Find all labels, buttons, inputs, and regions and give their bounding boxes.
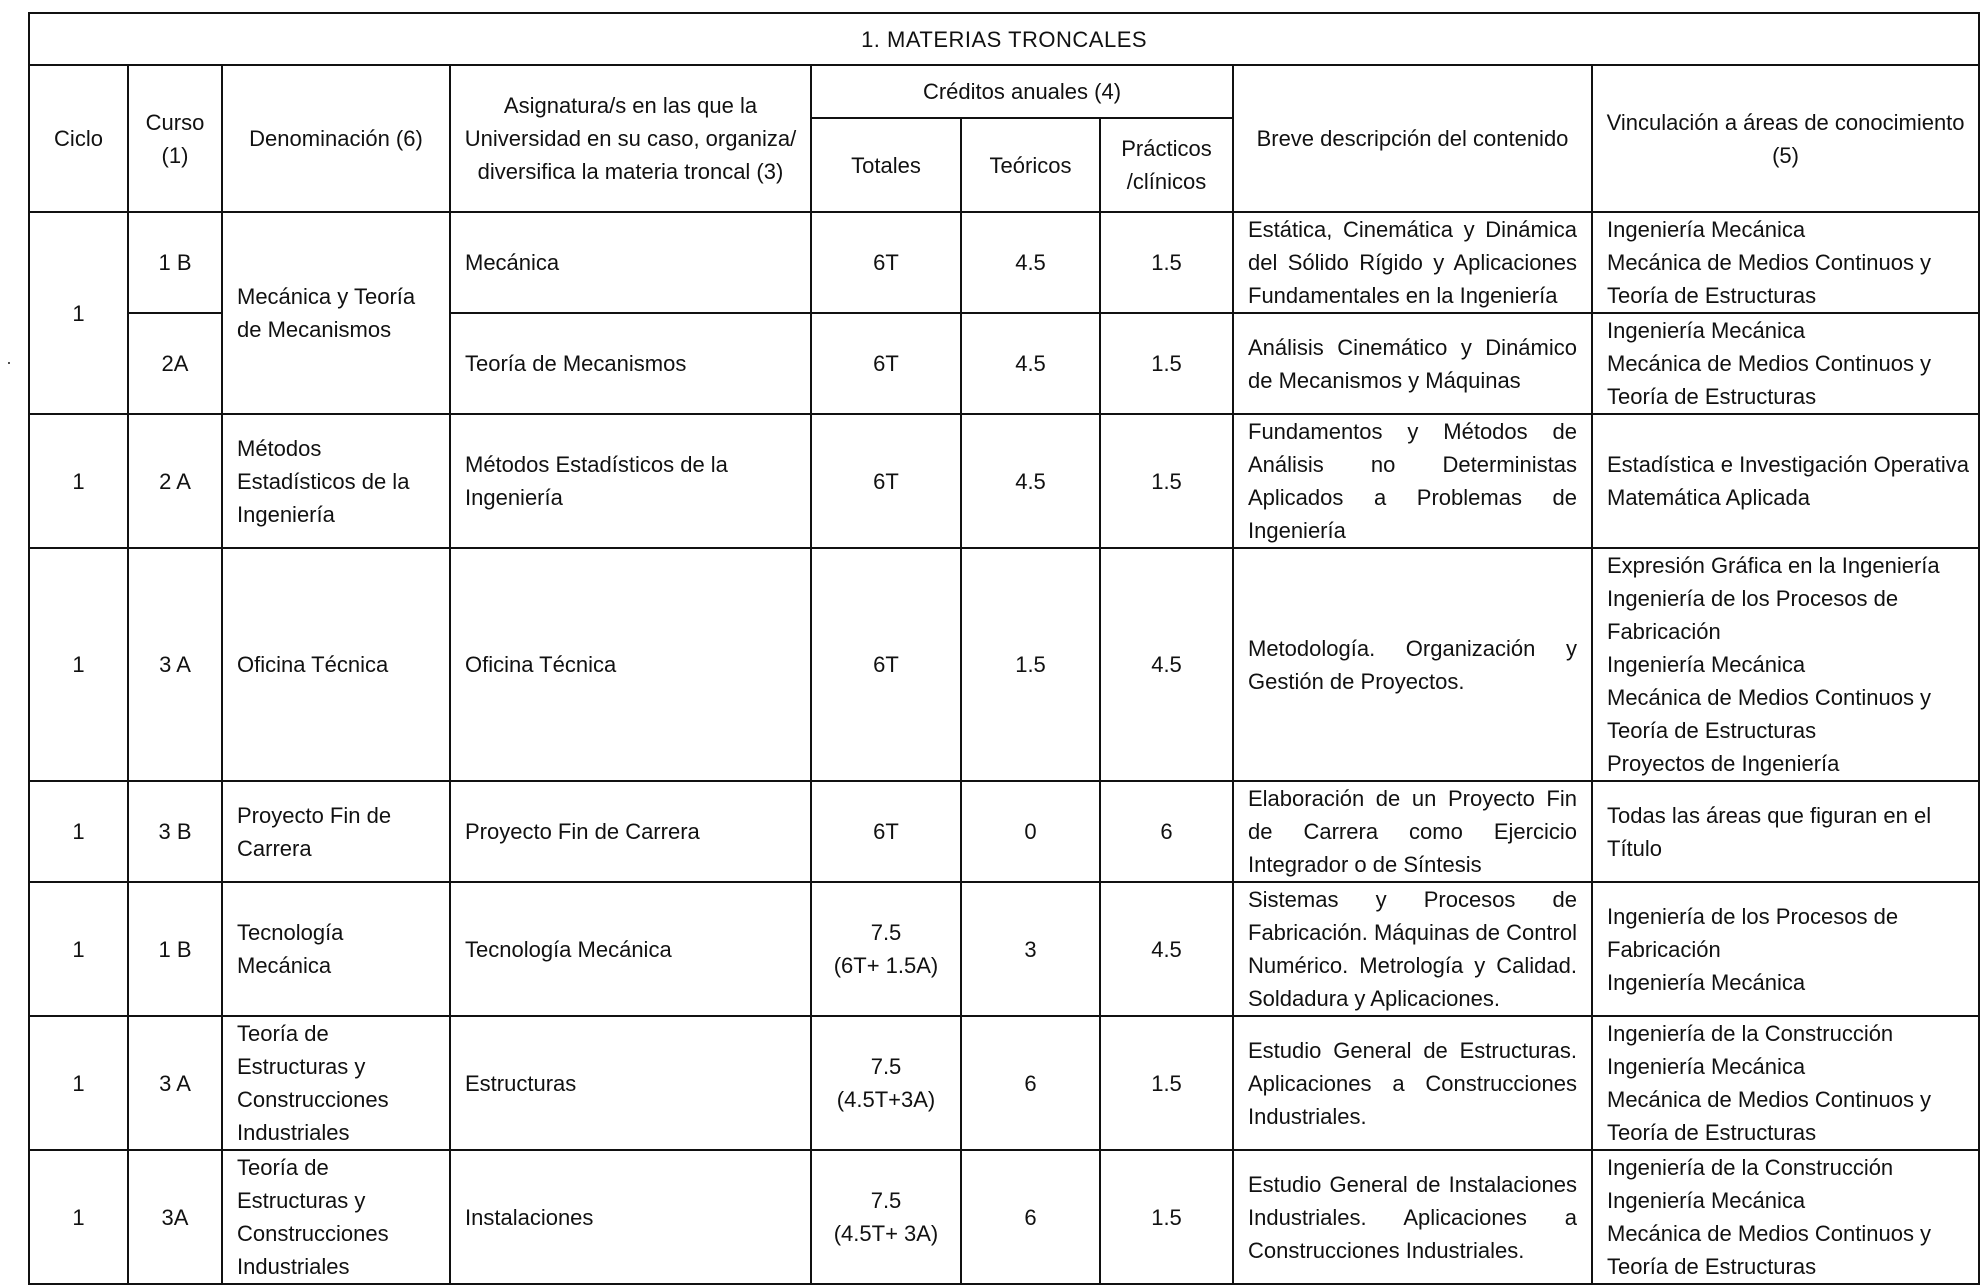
denominacion-cell: Tecnología Mecánica [222, 882, 450, 1016]
practicos-cell: 1.5 [1100, 414, 1233, 548]
teoricos-cell: 1.5 [961, 548, 1100, 781]
ciclo-cell: 1 [29, 1016, 128, 1150]
table-row [29, 1150, 1979, 1284]
curso-cell: 2A [128, 313, 222, 414]
teoricos-cell: 6 [961, 1150, 1100, 1284]
asignatura-cell: Oficina Técnica [450, 548, 811, 781]
header-creditos: Créditos anuales (4) [811, 65, 1233, 118]
practicos-cell: 1.5 [1100, 1150, 1233, 1284]
header-practicos: Prácticos /clínicos [1100, 118, 1233, 212]
denominacion-cell: Teoría de Estructuras y Construcciones Industriales [222, 1016, 450, 1150]
practicos-cell: 1.5 [1100, 313, 1233, 414]
table-row [29, 882, 1979, 1016]
curso-cell: 3 A [128, 548, 222, 781]
descripcion-cell: Metodología. Organización y Gestión de Proyectos. [1233, 548, 1592, 781]
denominacion-cell: Teoría de Estructuras y Construcciones Industriales [222, 1150, 450, 1284]
descripcion-cell: Estudio General de Estructuras. Aplicaciones a Construcciones Industriales. [1233, 1016, 1592, 1150]
vinculacion-cell: Ingeniería Mecánica Mecánica de Medios Continuos y Teoría de Estructuras [1592, 212, 1979, 313]
descripcion-cell: Estudio General de Instalaciones Industriales. Aplicaciones a Construcciones Industriales. [1233, 1150, 1592, 1284]
vinculacion-cell: Expresión Gráfica en la Ingeniería Ingeniería de los Procesos de Fabricación Ingeniería Mecánica Mecánica de Medios Continuos y Teoría de Estructuras Proyectos de Ingeniería [1592, 548, 1979, 781]
totales-cell: 6T [811, 548, 961, 781]
curso-cell: 3A [128, 1150, 222, 1284]
teoricos-cell: 4.5 [961, 313, 1100, 414]
table-row [29, 212, 1979, 313]
teoricos-cell: 4.5 [961, 212, 1100, 313]
practicos-cell: 4.5 [1100, 548, 1233, 781]
ciclo-cell: 1 [29, 548, 128, 781]
denominacion-cell: Proyecto Fin de Carrera [222, 781, 450, 882]
asignatura-cell: Estructuras [450, 1016, 811, 1150]
asignatura-cell: Métodos Estadísticos de la Ingeniería [450, 414, 811, 548]
header-teoricos: Teóricos [961, 118, 1100, 212]
table-row [29, 1016, 1979, 1150]
descripcion-cell: Fundamentos y Métodos de Análisis no Deterministas Aplicados a Problemas de Ingeniería [1233, 414, 1592, 548]
asignatura-cell: Teoría de Mecanismos [450, 313, 811, 414]
header-curso: Curso (1) [128, 65, 222, 212]
curso-cell: 2 A [128, 414, 222, 548]
teoricos-cell: 0 [961, 781, 1100, 882]
teoricos-cell: 3 [961, 882, 1100, 1016]
totales-cell: 6T [811, 414, 961, 548]
denominacion-cell: Métodos Estadísticos de la Ingeniería [222, 414, 450, 548]
descripcion-cell: Elaboración de un Proyecto Fin de Carrera como Ejercicio Integrador o de Síntesis [1233, 781, 1592, 882]
header-denominacion: Denominación (6) [222, 65, 450, 212]
denominacion-cell: Mecánica y Teoría de Mecanismos [222, 212, 450, 414]
vinculacion-cell: Ingeniería de los Procesos de Fabricación Ingeniería Mecánica [1592, 882, 1979, 1016]
totales-cell: 6T [811, 781, 961, 882]
descripcion-cell: Estática, Cinemática y Dinámica del Sólido Rígido y Aplicaciones Fundamentales en la Ingeniería [1233, 212, 1592, 313]
teoricos-cell: 6 [961, 1016, 1100, 1150]
denominacion-cell: Oficina Técnica [222, 548, 450, 781]
curso-cell: 1 B [128, 882, 222, 1016]
totales-cell: 7.5 (4.5T+3A) [811, 1016, 961, 1150]
vinculacion-cell: Ingeniería de la Construcción Ingeniería Mecánica Mecánica de Medios Continuos y Teoría de Estructuras [1592, 1150, 1979, 1284]
practicos-cell: 6 [1100, 781, 1233, 882]
practicos-cell: 1.5 [1100, 212, 1233, 313]
curso-cell: 3 B [128, 781, 222, 882]
table-title: 1. MATERIAS TRONCALES [29, 13, 1979, 65]
totales-cell: 7.5 (4.5T+ 3A) [811, 1150, 961, 1284]
header-asignatura: Asignatura/s en las que la Universidad en su caso, organiza/ diversifica la materia troncal (3) [450, 65, 811, 212]
asignatura-cell: Mecánica [450, 212, 811, 313]
table-row [29, 414, 1979, 548]
scan-dot: · [6, 352, 12, 372]
vinculacion-cell: Todas las áreas que figuran en el Título [1592, 781, 1979, 882]
ciclo-cell: 1 [29, 781, 128, 882]
asignatura-cell: Proyecto Fin de Carrera [450, 781, 811, 882]
vinculacion-cell: Ingeniería de la Construcción Ingeniería Mecánica Mecánica de Medios Continuos y Teoría de Estructuras [1592, 1016, 1979, 1150]
vinculacion-cell: Estadística e Investigación Operativa Matemática Aplicada [1592, 414, 1979, 548]
curso-cell: 3 A [128, 1016, 222, 1150]
totales-cell: 6T [811, 212, 961, 313]
curso-cell: 1 B [128, 212, 222, 313]
ciclo-cell: 1 [29, 414, 128, 548]
totales-cell: 6T [811, 313, 961, 414]
teoricos-cell: 4.5 [961, 414, 1100, 548]
table-row [29, 548, 1979, 781]
totales-cell: 7.5 (6T+ 1.5A) [811, 882, 961, 1016]
ciclo-cell: 1 [29, 212, 128, 414]
materias-troncales-table [28, 12, 1980, 1285]
table-row [29, 781, 1979, 882]
header-totales: Totales [811, 118, 961, 212]
practicos-cell: 1.5 [1100, 1016, 1233, 1150]
ciclo-cell: 1 [29, 1150, 128, 1284]
practicos-cell: 4.5 [1100, 882, 1233, 1016]
header-descripcion: Breve descripción del contenido [1233, 65, 1592, 212]
descripcion-cell: Análisis Cinemático y Dinámico de Mecanismos y Máquinas [1233, 313, 1592, 414]
asignatura-cell: Tecnología Mecánica [450, 882, 811, 1016]
asignatura-cell: Instalaciones [450, 1150, 811, 1284]
descripcion-cell: Sistemas y Procesos de Fabricación. Máquinas de Control Numérico. Metrología y Calidad. Soldadura y Aplicaciones. [1233, 882, 1592, 1016]
vinculacion-cell: Ingeniería Mecánica Mecánica de Medios Continuos y Teoría de Estructuras [1592, 313, 1979, 414]
header-ciclo: Ciclo [29, 65, 128, 212]
header-vinculacion: Vinculación a áreas de conocimiento (5) [1592, 65, 1979, 212]
ciclo-cell: 1 [29, 882, 128, 1016]
